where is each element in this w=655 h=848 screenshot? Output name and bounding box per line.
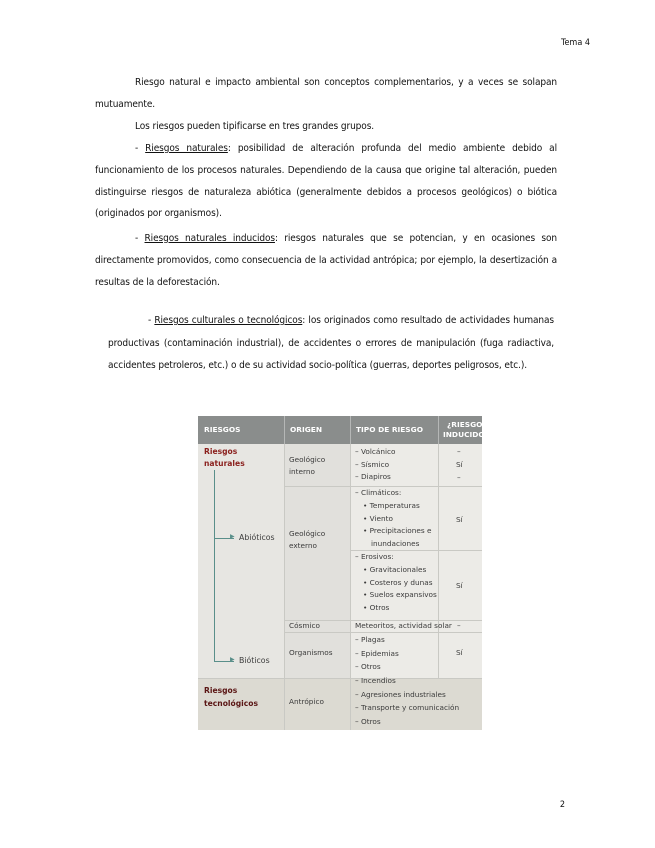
label-bioticos: Bióticos [239, 656, 270, 665]
header-tipo: TIPO DE RIESGO [356, 425, 423, 434]
divider [350, 416, 351, 444]
tree-connector [214, 470, 215, 662]
label-riesgos-naturales [204, 446, 245, 470]
tipo-item: – Transporte y comunicación [355, 703, 460, 712]
tipo-item: – Epidemias [355, 648, 399, 658]
paragraph-riesgos-inducidos [95, 228, 557, 293]
definition-riesgos-naturales: : posibilidad de alteración profunda del medio ambiente debido al funcionamiento de los procesos naturales. Dependiendo de la causa que origine tal alteración, pueden distinguirse riesgos de naturaleza abiótica (generalmente debidos a procesos geológicos) o biótica (originados por organismos). [95, 143, 557, 220]
bullet-dash: - [135, 143, 146, 154]
table-header [198, 416, 489, 444]
label-riesgos-tecnologicos [204, 684, 258, 710]
tipo-item: – Agresiones industriales [355, 689, 446, 699]
inducido-volcanico: – [457, 447, 461, 456]
origen-organismos: Organismos [289, 648, 333, 657]
origen-geologico-externo [289, 528, 325, 553]
definition-riesgos-tecnologicos: : los originados como resultado de actividades humanas productivas (contaminación industrial), de accidentes o errores de manipulación (fuga radiactiva, accidentes petroleros, etc.) o de su actividad socio-política (guerras, deportes peligrosos, etc.). [108, 315, 555, 371]
label-line: naturales [204, 459, 245, 468]
tipo-cosmico: Meteoritos, actividad solar [355, 621, 452, 630]
bullet-dash: - [135, 233, 145, 244]
arrow-icon: ▶ [230, 656, 235, 663]
term-riesgos-inducidos: Riesgos naturales inducidos [144, 233, 275, 244]
tipo-item: – Incendios [355, 676, 396, 685]
term-riesgos-naturales: Riesgos naturales [145, 143, 228, 154]
label-line: Riesgos [204, 447, 238, 456]
origen-line: externo [289, 541, 317, 551]
tipo-item: • Temperaturas [363, 500, 420, 510]
inducido-erosivos: Sí [456, 581, 463, 590]
paragraph-riesgos-naturales [95, 138, 557, 225]
tipo-interno [355, 446, 396, 484]
paragraph-riesgos-tecnologicos [108, 310, 554, 378]
tipo-item: – Climáticos: [355, 488, 402, 497]
header-inducido-2: INDUCIDO? [443, 430, 489, 439]
tipo-item: • Costeros y dunas [363, 577, 433, 587]
origen-cosmico: Cósmico [289, 621, 320, 630]
label-abioticos: Abióticos [239, 533, 275, 542]
tipo-organismos [355, 633, 399, 674]
divider [438, 444, 439, 678]
paragraph-2: Los riesgos pueden tipificarse en tres grandes grupos. [135, 121, 375, 132]
origen-antropico: Antrópico [289, 697, 324, 706]
tipo-externo [355, 487, 437, 615]
riesgos-table [198, 416, 489, 730]
inducido-climaticos: Sí [456, 515, 463, 524]
tipo-item: • Otros [363, 603, 390, 613]
page-number: 2 [559, 800, 565, 810]
inducido-organismos: Sí [456, 648, 463, 657]
tipo-item: – Otros [355, 716, 381, 726]
origen-line: interno [289, 467, 315, 477]
tipo-item: inundaciones [371, 539, 420, 549]
tipo-item: – Erosivos: [355, 551, 394, 561]
inducido-diapiros: – [457, 473, 461, 482]
header-title: Tema 4 [561, 38, 590, 48]
label-line: tecnológicos [204, 699, 259, 708]
term-riesgos-tecnologicos: Riesgos culturales o tecnológicos [154, 315, 303, 326]
tipo-item: • Precipitaciones e [363, 526, 432, 536]
tipo-item: – Diapiros [355, 472, 391, 482]
arrow-icon: ▶ [230, 533, 235, 540]
header-riesgos: RIESGOS [204, 425, 241, 434]
bullet-dash: - [148, 315, 155, 326]
inducido-sismico: Sí [456, 460, 463, 469]
divider [284, 416, 285, 444]
header-origen: ORIGEN [290, 425, 323, 434]
header-inducido-1: ¿RIESGO [447, 420, 483, 429]
tipo-item: • Suelos expansivos [363, 590, 437, 600]
tipo-item: – Otros [355, 662, 381, 671]
tipo-antropico [355, 674, 459, 728]
paragraph-1: Riesgo natural e impacto ambiental son conceptos complementarios, y a veces se solapan mutuamente. [95, 77, 557, 110]
divider [438, 416, 439, 444]
tipo-item: • Viento [363, 513, 393, 523]
origen-line: Geológico [289, 529, 326, 538]
tipo-item: – Sísmico [355, 459, 390, 469]
tipo-item: – Plagas [355, 635, 385, 644]
definition-riesgos-inducidos: : riesgos naturales que se potencian, y en ocasiones son directamente promovidos, como consecuencia de la actividad antrópica; por ejemplo, la desertización a resultas de la deforestación. [95, 233, 557, 288]
label-line: Riesgos [204, 686, 238, 695]
inducido-cosmico: – [457, 621, 461, 630]
tipo-item: • Gravitacionales [363, 564, 427, 574]
tipo-item: – Volcánico [355, 447, 396, 456]
origen-line: Geológico [289, 455, 326, 464]
origen-geologico-interno [289, 454, 325, 479]
